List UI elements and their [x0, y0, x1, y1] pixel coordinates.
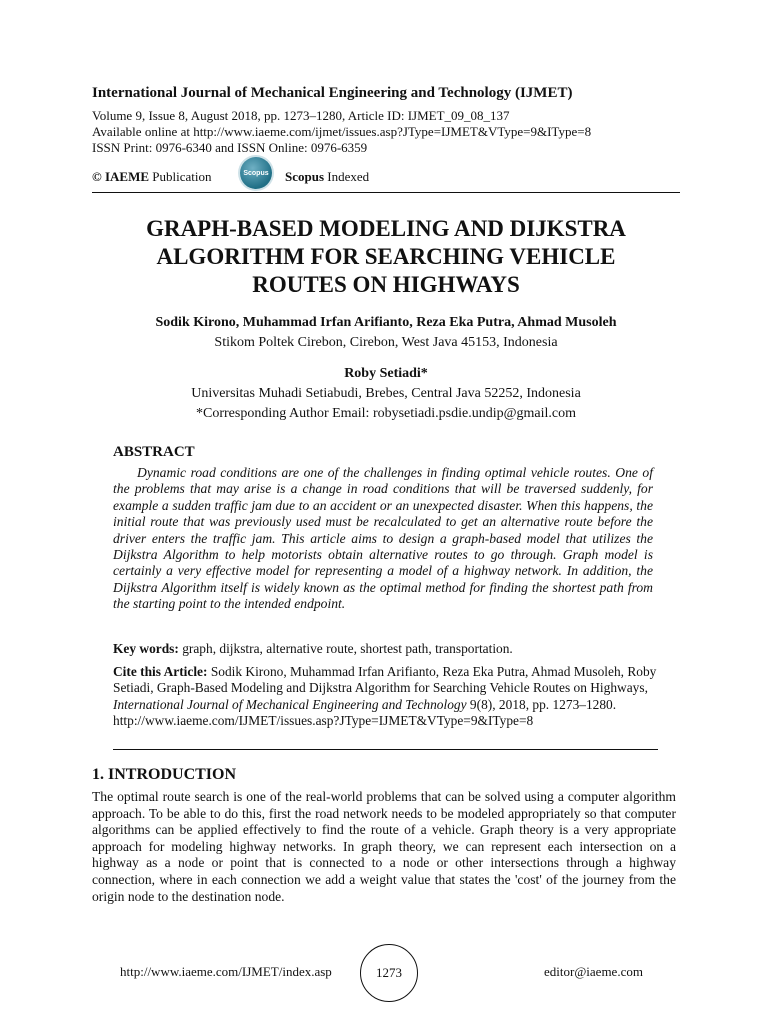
volume-line: Volume 9, Issue 8, August 2018, pp. 1273–1280, Article ID: IJMET_09_08_137	[92, 108, 510, 123]
page-number-text: 1273	[376, 965, 402, 980]
affiliation-1: Stikom Poltek Cirebon, Cirebon, West Java 45153, Indonesia	[214, 335, 558, 350]
copyright-symbol: ©	[92, 169, 102, 184]
corresponding-author: *Corresponding Author Email: robysetiadi.psdie.undip@gmail.com	[196, 406, 576, 421]
title-line: GRAPH-BASED MODELING AND DIJKSTRA	[146, 216, 626, 241]
keywords-label: Key words:	[113, 641, 179, 656]
cite-url[interactable]: http://www.iaeme.com/IJMET/issues.asp?JType=IJMET&VType=9&IType=8	[113, 713, 534, 729]
page-number	[360, 944, 418, 1002]
cite-volume: 9(8), 2018, pp. 1273–1280.	[469, 696, 617, 712]
publisher-name: IAEME	[104, 169, 150, 184]
affiliation-2: Universitas Muhadi Setiabudi, Brebes, Central Java 52252, Indonesia	[191, 386, 581, 401]
cite-text: Sodik Kirono, Muhammad Irfan Arifianto, Reza Eka Putra, Ahmad Musoleh, Roby Setiadi, Graph-Based Modeling and Dijkstra Algorithm for Searching Vehicle Routes on Highways,	[113, 664, 657, 696]
scopus-indexed	[285, 169, 369, 185]
author-roby: Roby Setiadi*	[344, 366, 428, 381]
issn-line: ISSN Print: 0976-6340 and ISSN Online: 0976-6359	[92, 140, 368, 155]
title-line: ROUTES ON HIGHWAYS	[252, 272, 520, 297]
abstract-heading: ABSTRACT	[113, 444, 195, 460]
publisher-credit	[92, 169, 212, 185]
footer-email[interactable]: editor@iaeme.com	[544, 964, 643, 979]
cite-this-article	[113, 664, 658, 730]
cite-divider	[113, 749, 658, 750]
authors: Sodik Kirono, Muhammad Irfan Arifianto, Reza Eka Putra, Ahmad Musoleh	[155, 315, 617, 330]
publication-word: Publication	[152, 169, 212, 184]
title-line: ALGORITHM FOR SEARCHING VEHICLE	[156, 244, 616, 269]
cite-label: Cite this Article:	[113, 664, 208, 679]
journal-title: International Journal of Mechanical Engineering and Technology (IJMET)	[92, 85, 573, 101]
abstract-text: Dynamic road conditions are one of the challenges in finding optimal vehicle routes. One of the problems that may arise is a change in road conditions that will be traversed suddenly, for example a sudden traffic jam due to an accident or an unexpected disaster. When this happens, the initial route that was previously used must be recalculated to get an alternative route before the driver enters the traffic jam. This article aims to design a graph-based model that utilizes the Dijkstra Algorithm to help motorists obtain alternative routes to go through. Graph model is certainly a very effective model for representing a model of a highway network. In addition, the Dijkstra Algorithm itself is widely known as the optimal method for finding the shortest path from the starting point to the intended endpoint.	[113, 465, 653, 612]
publisher-row	[92, 161, 692, 191]
footer-url[interactable]: http://www.iaeme.com/IJMET/index.asp	[120, 964, 332, 979]
keywords-text: graph, dijkstra, alternative route, shortest path, transportation.	[182, 641, 513, 656]
indexed-word: Indexed	[327, 169, 370, 184]
header-divider	[92, 192, 680, 193]
scopus-word: Scopus	[285, 169, 325, 184]
introduction-text: The optimal route search is one of the real-world problems that can be solved using a computer algorithm approach. To be able to do this, first the road network needs to be modeled appropriately so that computer algorithms can be applied effectively to find the route of a vehicle. Graph theory is a very appropriate approach for modeling highway networks. In graph theory, we can represent each intersection on a highway as a node or point that is connected to a node or other intersections through a highway connection, where in each connection we add a weight value that states the 'cost' of the journey from the origin node to the destination node.	[92, 789, 676, 904]
available-online-line[interactable]: Available online at http://www.iaeme.com/ijmet/issues.asp?JType=IJMET&VType=9&IType=8	[92, 124, 592, 139]
cite-journal: International Journal of Mechanical Engineering and Technology	[113, 696, 467, 712]
introduction-heading: 1. INTRODUCTION	[92, 766, 237, 783]
paper-title	[92, 215, 680, 299]
keywords	[113, 641, 658, 657]
scopus-logo-icon: Scopus	[240, 157, 272, 189]
